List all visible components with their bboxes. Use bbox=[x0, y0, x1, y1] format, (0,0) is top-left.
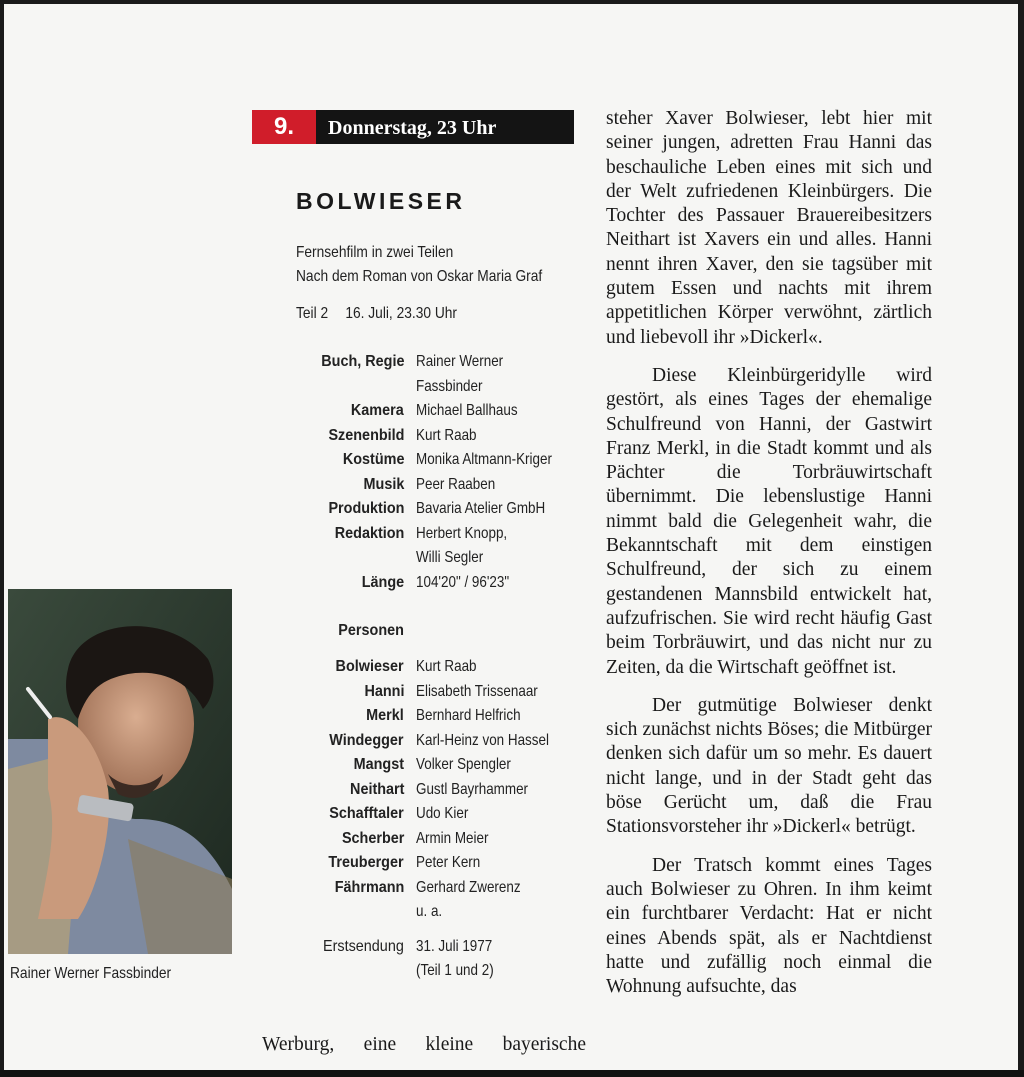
person-row bbox=[264, 781, 594, 806]
credit-role: Musik bbox=[363, 475, 404, 493]
first-broadcast-note-row bbox=[264, 962, 594, 987]
person-role: Hanni bbox=[363, 682, 404, 700]
person-actor: Udo Kier bbox=[416, 805, 469, 822]
credit-name: Kurt Raab bbox=[416, 426, 477, 444]
person-actor: Volker Spengler bbox=[416, 756, 511, 773]
credit-row bbox=[264, 476, 594, 501]
article-body bbox=[606, 107, 932, 1013]
person-row bbox=[264, 805, 594, 830]
person-actor: Karl-Heinz von Hassel bbox=[416, 731, 549, 749]
first-broadcast-row bbox=[264, 938, 594, 963]
credit-row bbox=[264, 525, 594, 550]
first-broadcast-note: (Teil 1 und 2) bbox=[416, 962, 494, 979]
person-row bbox=[264, 903, 594, 928]
credit-row bbox=[264, 451, 594, 476]
credit-name: Herbert Knopp, bbox=[416, 524, 508, 542]
body-paragraph: Der Tratsch kommt eines Tages auch Bolwieser zu Ohren. In ihm keimt ein furchtbarer Verdacht: Hat er nicht eines Abends spät, als er Nachtdienst hatte und zufällig noch einmal die Wohnung aufsuchte, das bbox=[606, 854, 932, 998]
day-time: Donnerstag, 23 Uhr bbox=[328, 117, 497, 139]
left-column-text: Werburg, eine kleine bayerische bbox=[262, 1034, 586, 1055]
person-actor: Gustl Bayrhammer bbox=[416, 780, 529, 798]
credit-row bbox=[264, 378, 594, 403]
person-role: Mangst bbox=[353, 756, 404, 773]
person-row bbox=[264, 756, 594, 781]
person-role: Merkl bbox=[366, 707, 404, 724]
credit-row bbox=[264, 427, 594, 452]
person-role: Scherber bbox=[341, 829, 404, 847]
subtitle-line-1: Fernsehfilm in zwei Teilen bbox=[296, 244, 454, 261]
credit-role: Redaktion bbox=[334, 524, 404, 542]
person-row bbox=[264, 658, 594, 683]
person-row bbox=[264, 830, 594, 855]
credit-name: Rainer Werner bbox=[416, 353, 504, 370]
part-info bbox=[296, 305, 457, 323]
credit-role: Buch, Regie bbox=[320, 353, 404, 370]
credit-row bbox=[264, 549, 594, 574]
part-label: Teil 2 bbox=[296, 305, 329, 322]
person-role: Treuberger bbox=[328, 854, 404, 871]
first-broadcast-label: Erstsendung bbox=[323, 937, 404, 955]
credit-name: Fassbinder bbox=[416, 377, 483, 395]
person-actor: Bernhard Helfrich bbox=[416, 707, 521, 724]
credit-row bbox=[264, 402, 594, 427]
portrait-photo bbox=[8, 589, 232, 954]
person-row bbox=[264, 732, 594, 757]
persons-heading: Personen bbox=[338, 622, 404, 639]
persons-heading-row bbox=[264, 622, 594, 658]
person-row bbox=[264, 879, 594, 904]
credit-role: Produktion bbox=[328, 500, 404, 517]
credit-row bbox=[264, 353, 594, 378]
day-header bbox=[252, 110, 574, 144]
part-date: 16. Juli, 23.30 Uhr bbox=[345, 305, 458, 322]
person-role: Neithart bbox=[349, 780, 404, 798]
person-role: Windegger bbox=[329, 731, 404, 749]
person-row bbox=[264, 683, 594, 708]
credit-role: Szenenbild bbox=[327, 426, 404, 444]
credit-role: Kamera bbox=[351, 402, 404, 419]
person-actor: Armin Meier bbox=[416, 829, 489, 847]
credits-list bbox=[264, 353, 594, 987]
page-bottom-edge bbox=[0, 1070, 1024, 1077]
credit-role: Länge bbox=[361, 573, 404, 591]
person-role: Bolwieser bbox=[335, 658, 404, 675]
person-actor: Kurt Raab bbox=[416, 658, 477, 675]
person-actor: u. a. bbox=[416, 903, 443, 920]
body-paragraph: steher Xaver Bolwieser, lebt hier mit seiner jungen, adretten Frau Hanni das beschauliche Leben eines mit sich und der Welt zufriedenen Kleinbürgers. Die Tochter des Passauer Brauereibesitzers Neithart ist Xavers ein und alles. Hanni nennt ihren Xaver, den sie tagsüber mit gutem Essen und nachts mit ihrem appetitlichen Körper verwöhnt, zärtlich und liebevoll ihr »Dickerl«. bbox=[606, 108, 932, 348]
magazine-page bbox=[4, 4, 1018, 1071]
credit-row bbox=[264, 574, 594, 599]
person-actor: Gerhard Zwerenz bbox=[416, 878, 521, 896]
person-row bbox=[264, 854, 594, 879]
credit-name: Willi Segler bbox=[416, 549, 484, 566]
body-paragraph: Diese Kleinbürgeridylle wird gestört, als eines Tages der ehemalige Schulfreund von Hanni, der Gastwirt Franz Merkl, in die Stadt kommt und als Pächter die Torbräuwirtschaft übernimmt. Die lebenslustige Hanni nimmt bald die Gelegenheit wahr, die Bekanntschaft mit dem einstigen Schulfreund, der sich zu einem gestandenen Mannsbild entwickelt hat, aufzufrischen. Sie wird recht häufig Gast beim Torbräuwirt, und das nicht nur zu Zeiten, da die Wirtschaft geöffnet ist. bbox=[606, 364, 932, 678]
credit-name: Peer Raaben bbox=[416, 475, 496, 493]
person-actor: Peter Kern bbox=[416, 854, 481, 871]
credit-name: Monika Altmann-Kriger bbox=[416, 451, 552, 468]
credit-name: 104'20" / 96'23" bbox=[416, 573, 510, 591]
person-role: Schafftaler bbox=[329, 805, 404, 822]
person-actor: Elisabeth Trissenaar bbox=[416, 682, 538, 700]
credit-role: Kostüme bbox=[342, 451, 404, 468]
credit-name: Bavaria Atelier GmbH bbox=[416, 500, 546, 517]
credit-name: Michael Ballhaus bbox=[416, 402, 518, 419]
film-title: BOLWIESER bbox=[296, 188, 466, 214]
first-broadcast-date: 31. Juli 1977 bbox=[416, 937, 493, 955]
body-paragraph: Der gutmütige Bolwieser denkt sich zunächst nichts Böses; die Mitbürger denken sich dafür um so mehr. Es dauert nicht lange, und in der Stadt geht das böse Gerücht um, daß die Frau Stationsvorsteher ihr »Dickerl« betrügt. bbox=[606, 694, 932, 838]
portrait-illustration bbox=[8, 589, 232, 954]
program-number: 9. bbox=[252, 110, 316, 144]
person-role: Fährmann bbox=[334, 878, 404, 896]
credit-row bbox=[264, 500, 594, 525]
photo-caption: Rainer Werner Fassbinder bbox=[10, 965, 172, 982]
person-row bbox=[264, 707, 594, 732]
subtitle-line-2: Nach dem Roman von Oskar Maria Graf bbox=[296, 268, 543, 285]
